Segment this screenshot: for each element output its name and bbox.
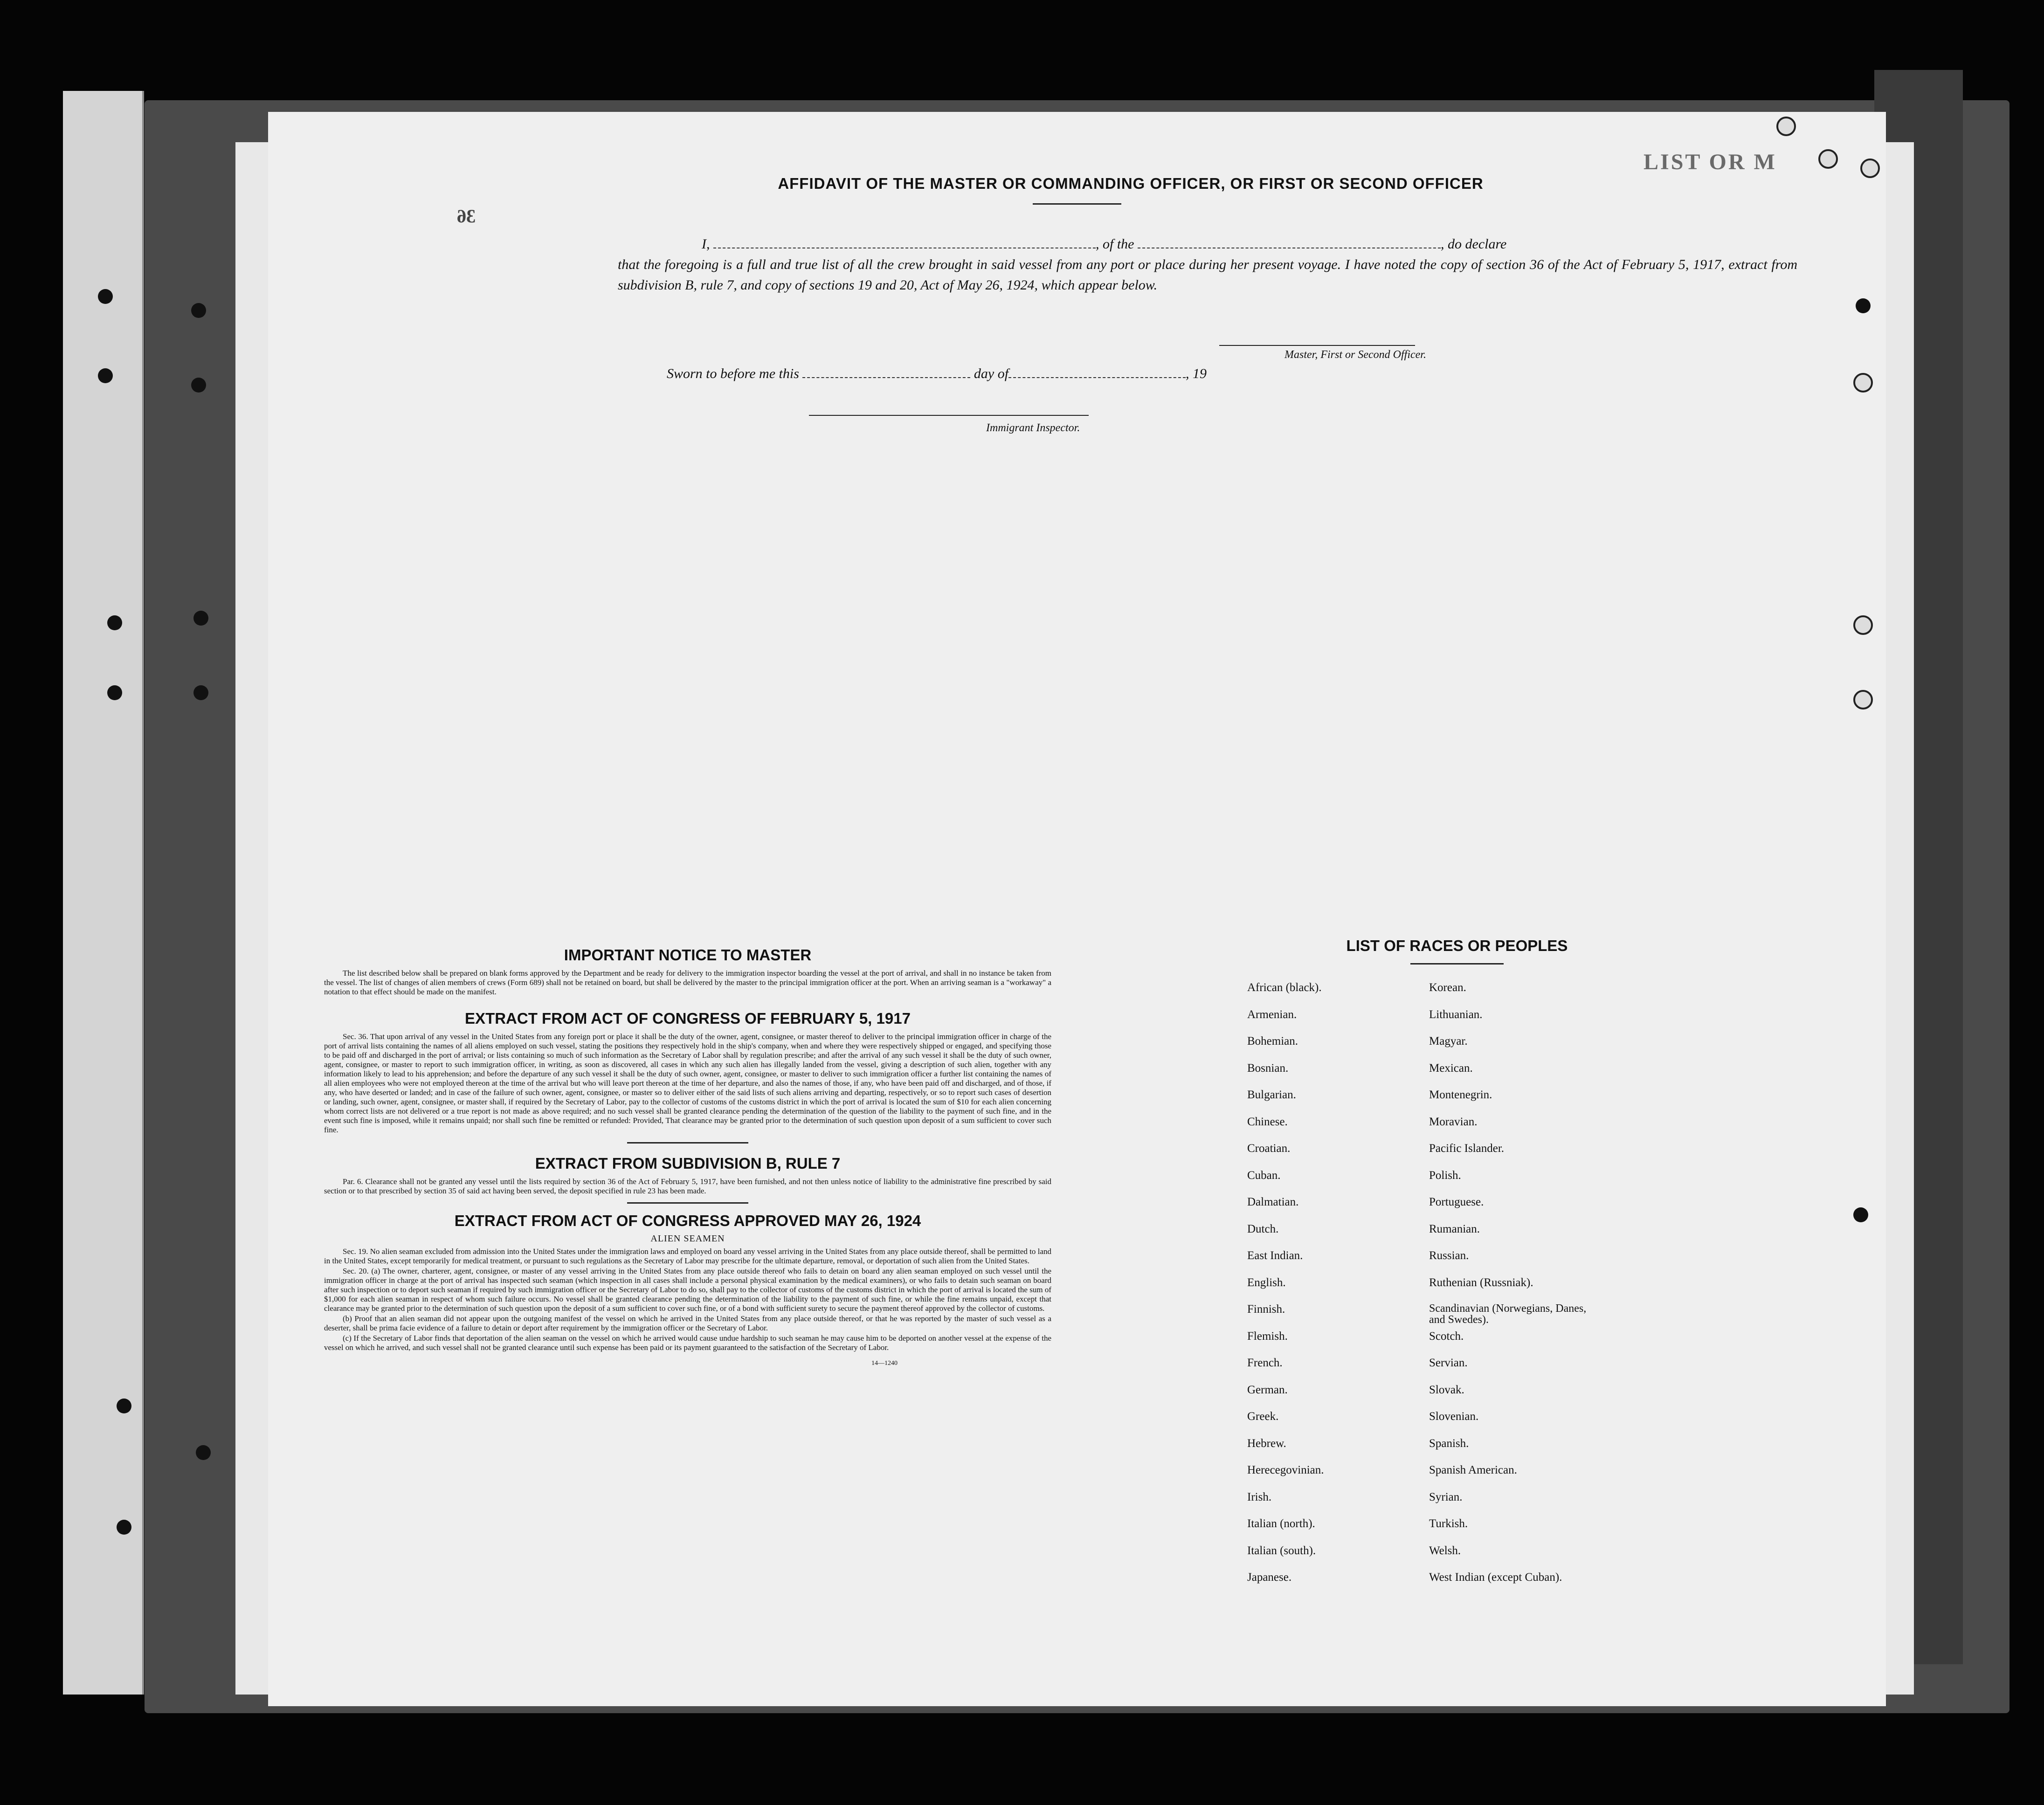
race-item: French. [1247, 1357, 1283, 1369]
binder-hole [193, 685, 208, 700]
race-item: Chinese. [1247, 1115, 1288, 1128]
race-item: Spanish. [1429, 1437, 1469, 1450]
race-item: Ruthenian (Russniak). [1429, 1276, 1533, 1289]
race-item: Rumanian. [1429, 1222, 1480, 1235]
binder-hole [107, 615, 122, 630]
binder-hole [191, 378, 206, 393]
race-item: East Indian. [1247, 1249, 1303, 1262]
sec20c-text: (c) If the Secretary of Labor finds that deportation of the alien seaman on the vessel on which he arrived would cause undue hardship to such seaman he may cause him to be deported on another vessel at the expense of the vessel on which he arrived, and such vessel shall not be granted clearance until such expense has been paid or its payment guaranteed to the satisfaction of the Secretary of Labor. [324, 1334, 1051, 1352]
sworn-line [667, 366, 1207, 382]
alien-seamen-subtitle: ALIEN SEAMEN [650, 1233, 725, 1244]
extract-1917-title: EXTRACT FROM ACT OF CONGRESS OF FEBRUARY 5, 1917 [465, 1010, 911, 1027]
bleed-through-text: LIST OR M [1643, 150, 1777, 174]
section-divider [627, 1202, 748, 1204]
race-item: Montenegrin. [1429, 1089, 1492, 1101]
race-item: Croatian. [1247, 1142, 1291, 1155]
race-item: German. [1247, 1383, 1288, 1396]
master-signature-line [1219, 345, 1415, 346]
races-list [1247, 937, 1667, 1584]
race-item: Polish. [1429, 1169, 1461, 1182]
binder-hole [117, 1520, 131, 1535]
race-item: Hebrew. [1247, 1437, 1286, 1450]
race-item: Dalmatian. [1247, 1196, 1299, 1208]
sec19-text: Sec. 19. No alien seaman excluded from admission into the United States under the immigration laws and employed on board any vessel arriving in the United States from any place outside thereof, shall be permitted to land in the United States, except temporarily for medical treatment, or pursuant to such regulations as the Secretary of Labor may prescribe for the ultimate departure, removal, or deportation of such alien from the United States. [324, 1247, 1051, 1265]
binder-ring [1818, 149, 1838, 169]
affidavit-title: AFFIDAVIT OF THE MASTER OR COMMANDING OFFICER, OR FIRST OR SECOND OFFICER [778, 175, 1484, 192]
race-item: Finnish. [1247, 1303, 1285, 1316]
race-item: Bohemian. [1247, 1035, 1298, 1047]
race-item: English. [1247, 1276, 1286, 1289]
race-item: Slovak. [1429, 1383, 1464, 1396]
race-item: Magyar. [1429, 1035, 1468, 1047]
race-item: Portuguese. [1429, 1196, 1484, 1208]
form-number: 14—1240 [871, 1360, 898, 1367]
notice-column [324, 946, 1051, 1367]
page-hole-ring [1853, 615, 1873, 635]
affidavit-declaration [618, 234, 1797, 296]
extract-rule7-title: EXTRACT FROM SUBDIVISION B, RULE 7 [535, 1155, 841, 1172]
race-item: Slovenian. [1429, 1410, 1479, 1423]
race-item: African (black). [1247, 981, 1322, 994]
binder-strip [63, 91, 144, 1695]
page-hole [1856, 298, 1871, 313]
inspector-caption: Immigrant Inspector. [986, 422, 1080, 434]
binder-ring [1860, 158, 1880, 178]
race-item: Greek. [1247, 1410, 1279, 1423]
race-item: Syrian. [1429, 1490, 1463, 1503]
race-item: Japanese. [1247, 1571, 1292, 1584]
extract-rule7-body: Par. 6. Clearance shall not be granted any vessel until the lists required by section 36 of the Act of February 5, 1917, have been furnished, and not then unless notice of liability to the administrative fine prescribed by said section or to that prescribed by section 35 of said act having been served, the deposit specified in rule 23 has been made. [324, 1177, 1051, 1195]
race-item: Flemish. [1247, 1330, 1288, 1343]
page-hole-ring [1853, 373, 1873, 393]
binder-hole [98, 289, 113, 304]
binder-hole [191, 303, 206, 318]
page-hole [1853, 1207, 1868, 1222]
sworn-day-of: day of [974, 366, 1009, 381]
inspector-signature-line [809, 415, 1089, 416]
race-item: Armenian. [1247, 1008, 1297, 1021]
sworn-year: , 19 [1186, 366, 1207, 381]
binder-ring [1776, 117, 1796, 136]
race-item: Russian. [1429, 1249, 1469, 1262]
race-item: Scotch. [1429, 1330, 1464, 1343]
race-item: Mexican. [1429, 1061, 1473, 1075]
race-item: Italian (south). [1247, 1544, 1316, 1557]
race-item: Bulgarian. [1247, 1089, 1296, 1101]
month-blank [1008, 368, 1186, 378]
title-rule [1033, 203, 1121, 205]
binder-hole [107, 685, 122, 700]
day-blank [802, 368, 970, 378]
name-blank [713, 238, 1096, 248]
decl-body: that the foregoing is a full and true list of all the crew brought in said vessel from any port or place during her present voyage. I have noted the copy of section 36 of the Act of February 5, 1917, extract from subdivision B, rule 7, and copy of sections 19 and 20, Act of May 26, 1924, which appear below. [618, 257, 1797, 293]
binder-hole [117, 1399, 131, 1413]
race-item: Servian. [1429, 1357, 1468, 1369]
race-item: Herecegovinian. [1247, 1464, 1324, 1476]
binder-hole [98, 368, 113, 383]
race-item: Pacific Islander. [1429, 1142, 1505, 1155]
race-item: Moravian. [1429, 1115, 1478, 1128]
page-hole-ring [1853, 690, 1873, 710]
master-caption: Master, First or Second Officer. [1284, 349, 1426, 361]
race-item: Welsh. [1429, 1544, 1461, 1557]
sec20a-text: Sec. 20. (a) The owner, charterer, agent, consignee, or master of any vessel arriving in the United States from any place outside thereof who fails to detain on board any alien seaman employed on such vessel until the immigration officer in charge at the port of arrival has inspected such seaman (which inspection in all cases shall include a personal physical examination by the medical examiners), or who fails to detain such seaman on board after such inspection or to deport such seaman if required by such immigration officer or the Secretary of Labor to do so, shall pay to the collector of customs of the customs district in which the port of arrival is located the sum of $1,000 for each alien seaman in respect of whom such failure occurs. No vessel shall be granted clearance pending the determination of the liability to the payment of such fine, or while the fine remains unpaid, except that clearance may be granted prior to the determination of such question upon the deposit of a sum sufficient to cover such fine, or of a bond with sufficient surety to secure the payment thereof approved by the collector of customs. [324, 1267, 1051, 1313]
race-item: Korean. [1429, 981, 1466, 994]
race-item: West Indian (except Cuban). [1429, 1571, 1562, 1584]
page-mark: 36 [457, 206, 476, 227]
race-item: Italian (north). [1247, 1517, 1315, 1530]
extract-1917-body: Sec. 36. That upon arrival of any vessel in the United States from any foreign port or place it shall be the duty of the owner, agent, consignee, or master thereof to deliver to the principal immigration officer in charge of the port of arrival lists containing the names of all aliens employed on such vessel, stating the positions they respectively hold in the ship's company, when and where they were respectively shipped or engaged, and specifying those to be paid off and discharged in the port of arrival; or lists containing so much of such information as the Secretary of Labor shall by regulation prescribe; and after the arrival of any such vessel it shall be the duty of such owner, agent, consignee, or master to report to such immigration officer, in writing, as soon as discovered, all cases in which any such alien has illegally landed from the vessel, giving a description of such alien, together with any information likely to lead to his apprehension; and before the departure of any such vessel it shall be the duty of such owner, agent, consignee, or master to deliver to such immigration officer a further list containing the names of all alien employees who were not employed thereon at the time of the arrival but who will leave port thereon at the time of her departure, and also the names of those, if any, who have been paid off and discharged, and of those, if any, who have deserted or landed; and in case of the failure of such owner, agent, consignee, or master so to deliver either of the said lists of such aliens arriving and departing, respectively, or so to report such cases of desertion or landing, such owner, agent, consignee, or master shall, if required by the Secretary of Labor, pay to the collector of customs of the customs district in which the port of arrival is located the sum of $10 for each alien concerning whom correct lists are not delivered or a true report is not made as above required; and no such vessel shall be granted clearance pending the determination of the question of the liability to the payment of such fine, and in the event such fine is imposed, while it remains unpaid; nor shall such fine be remitted or refunded: Provided, That clearance may be granted prior to the determination of such question upon deposit of a sum sufficient to cover such fine. [324, 1032, 1051, 1134]
race-item: Spanish American. [1429, 1464, 1517, 1476]
section-divider [627, 1142, 748, 1144]
decl-i: I, [702, 236, 710, 252]
binder-hole [193, 611, 208, 626]
race-item: Cuban. [1247, 1169, 1281, 1182]
notice-body: The list described below shall be prepared on blank forms approved by the Department and be ready for delivery to the immigration inspector boarding the vessel at the port of arrival, and shall in no instance be taken from the vessel. The list of changes of alien members of crews (Form 689) shall not be retained on board, but shall be delivered by the master to the principal immigration officer at the port. When an arriving seaman is a "workaway" a notation to that effect should be made on the manifest. [324, 969, 1051, 996]
race-item: Bosnian. [1247, 1061, 1289, 1075]
races-title: LIST OF RACES OR PEOPLES [1346, 937, 1568, 954]
vessel-blank [1138, 238, 1441, 248]
decl-of-the: , of the [1096, 236, 1134, 252]
race-item: Lithuanian. [1429, 1008, 1483, 1021]
race-item: Turkish. [1429, 1517, 1468, 1530]
sec20b-text: (b) Proof that an alien seaman did not appear upon the outgoing manifest of the vessel on which he arrived in the United States from any place outside thereof, or that he was reported by the master of such vessel as a deserter, shall be prima facie evidence of a failure to detain or deport after requirement by the immigration officer or the Secretary of Labor. [324, 1314, 1051, 1332]
extract-1924-title: EXTRACT FROM ACT OF CONGRESS APPROVED MAY 26, 1924 [454, 1212, 921, 1229]
sworn-text: Sworn to before me this [667, 366, 799, 381]
race-item: Dutch. [1247, 1222, 1279, 1235]
binder-hole [196, 1445, 211, 1460]
notice-title: IMPORTANT NOTICE TO MASTER [564, 946, 812, 964]
races-title-rule [1410, 963, 1504, 965]
race-item: Irish. [1247, 1490, 1272, 1503]
document-page [268, 112, 1886, 1706]
decl-do-declare: , do declare [1441, 236, 1507, 252]
race-item: Scandinavian (Norwegians, Danes, and Swedes). [1429, 1302, 1587, 1326]
